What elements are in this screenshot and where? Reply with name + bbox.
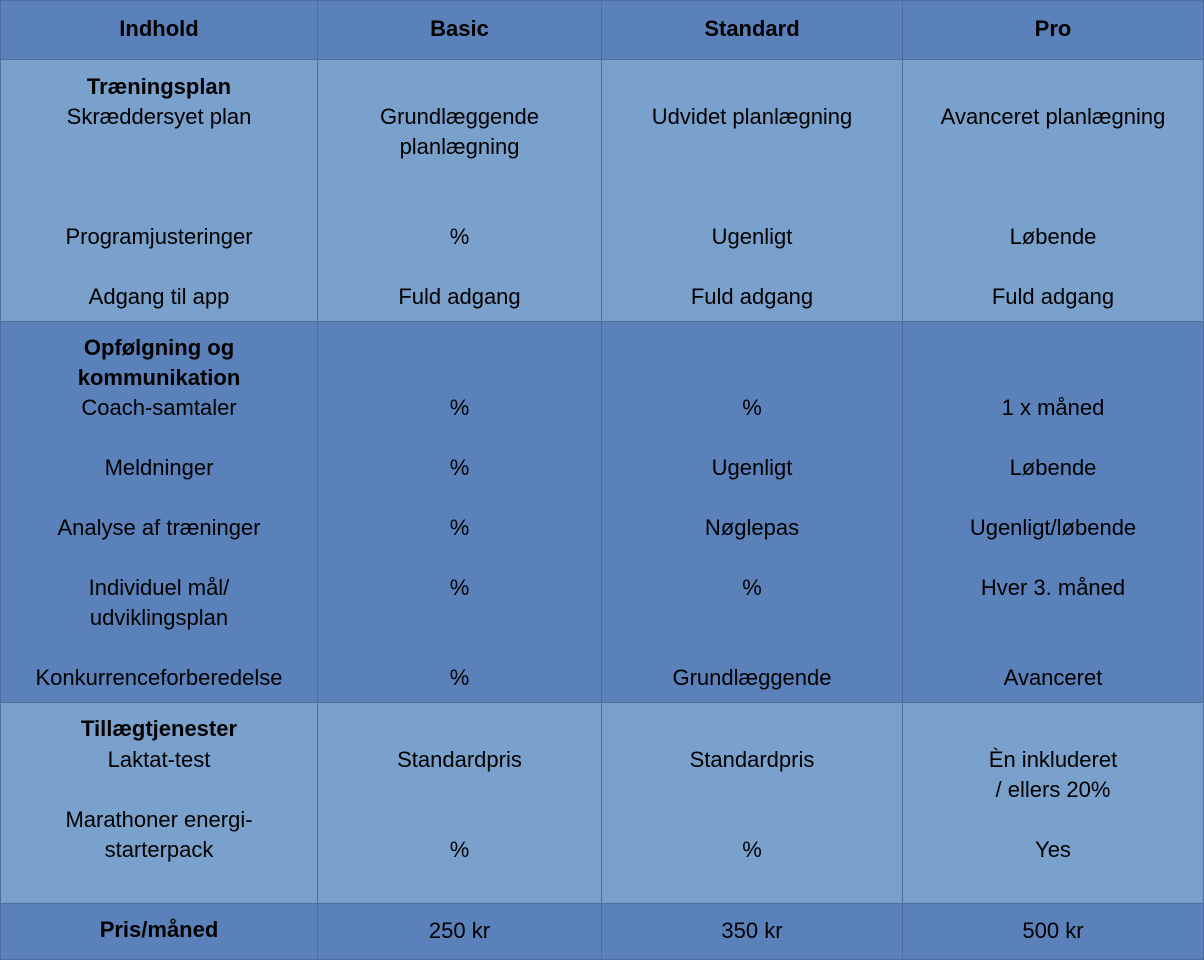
row-label: Individuel mål/ udviklingsplan [88,575,230,630]
pro-price: 500 kr [1022,918,1084,943]
standard-value: Standardpris [689,747,815,772]
basic-value: % [449,455,470,480]
pro-value: Fuld adgang [991,284,1115,309]
row-label: Coach-samtaler [81,395,237,420]
price-label: Pris/måned [99,917,219,942]
standard-price: 350 kr [721,918,783,943]
basic-value: % [449,224,470,249]
row-label: Konkurrenceforberedelse [35,665,283,690]
standard-value: Grundlæggende [672,665,832,690]
basic-value: Standardpris [397,747,522,772]
header-standard: Standard [704,16,800,41]
basic-value: Grundlæggende planlægning [379,104,539,159]
standard-value: Udvidet planlægning [651,104,853,129]
standard-value: % [742,837,762,862]
pro-value: Ugenligt/løbende [969,515,1137,540]
pro-value: Løbende [1009,455,1097,480]
standard-value: % [742,395,762,420]
header-pro: Pro [1034,16,1072,41]
section-title: Tillægtjenester [80,716,238,741]
row-label: Laktat-test [107,747,211,772]
section-title: Opfølgning og kommunikation [77,335,241,390]
row-label: Analyse af træninger [57,515,261,540]
header-basic: Basic [430,16,489,41]
row-label: Programjusteringer [65,224,253,249]
pro-value: Avanceret [1003,665,1103,690]
row-label: Skræddersyet plan [66,104,252,129]
row-label: Marathoner energi- starterpack [65,807,253,862]
pro-value: Hver 3. måned [980,575,1126,600]
section-title: Træningsplan [86,74,232,99]
basic-value: % [449,395,470,420]
pro-value: Yes [1035,837,1071,862]
pro-value: Èn inkluderet / ellers 20% [988,747,1118,802]
pro-value: Avanceret planlægning [940,104,1166,129]
row-label: Adgang til app [88,284,230,309]
standard-value: Nøglepas [704,515,800,540]
standard-value: Ugenligt [711,455,793,480]
standard-value: Ugenligt [711,224,793,249]
standard-value: Fuld adgang [690,284,814,309]
divider [1,903,1203,904]
divider [1,59,1203,60]
basic-value: % [449,515,470,540]
basic-value: % [449,837,470,862]
row-label: Meldninger [104,455,214,480]
pro-value: 1 x måned [1001,395,1105,420]
standard-value: % [742,575,762,600]
pro-value: Løbende [1009,224,1097,249]
basic-value: Fuld adgang [398,284,521,309]
basic-price: 250 kr [428,918,491,943]
basic-value: % [449,665,470,690]
header-content: Indhold [119,16,199,41]
divider [1,321,1203,322]
divider [1,702,1203,703]
basic-value: % [449,575,470,600]
